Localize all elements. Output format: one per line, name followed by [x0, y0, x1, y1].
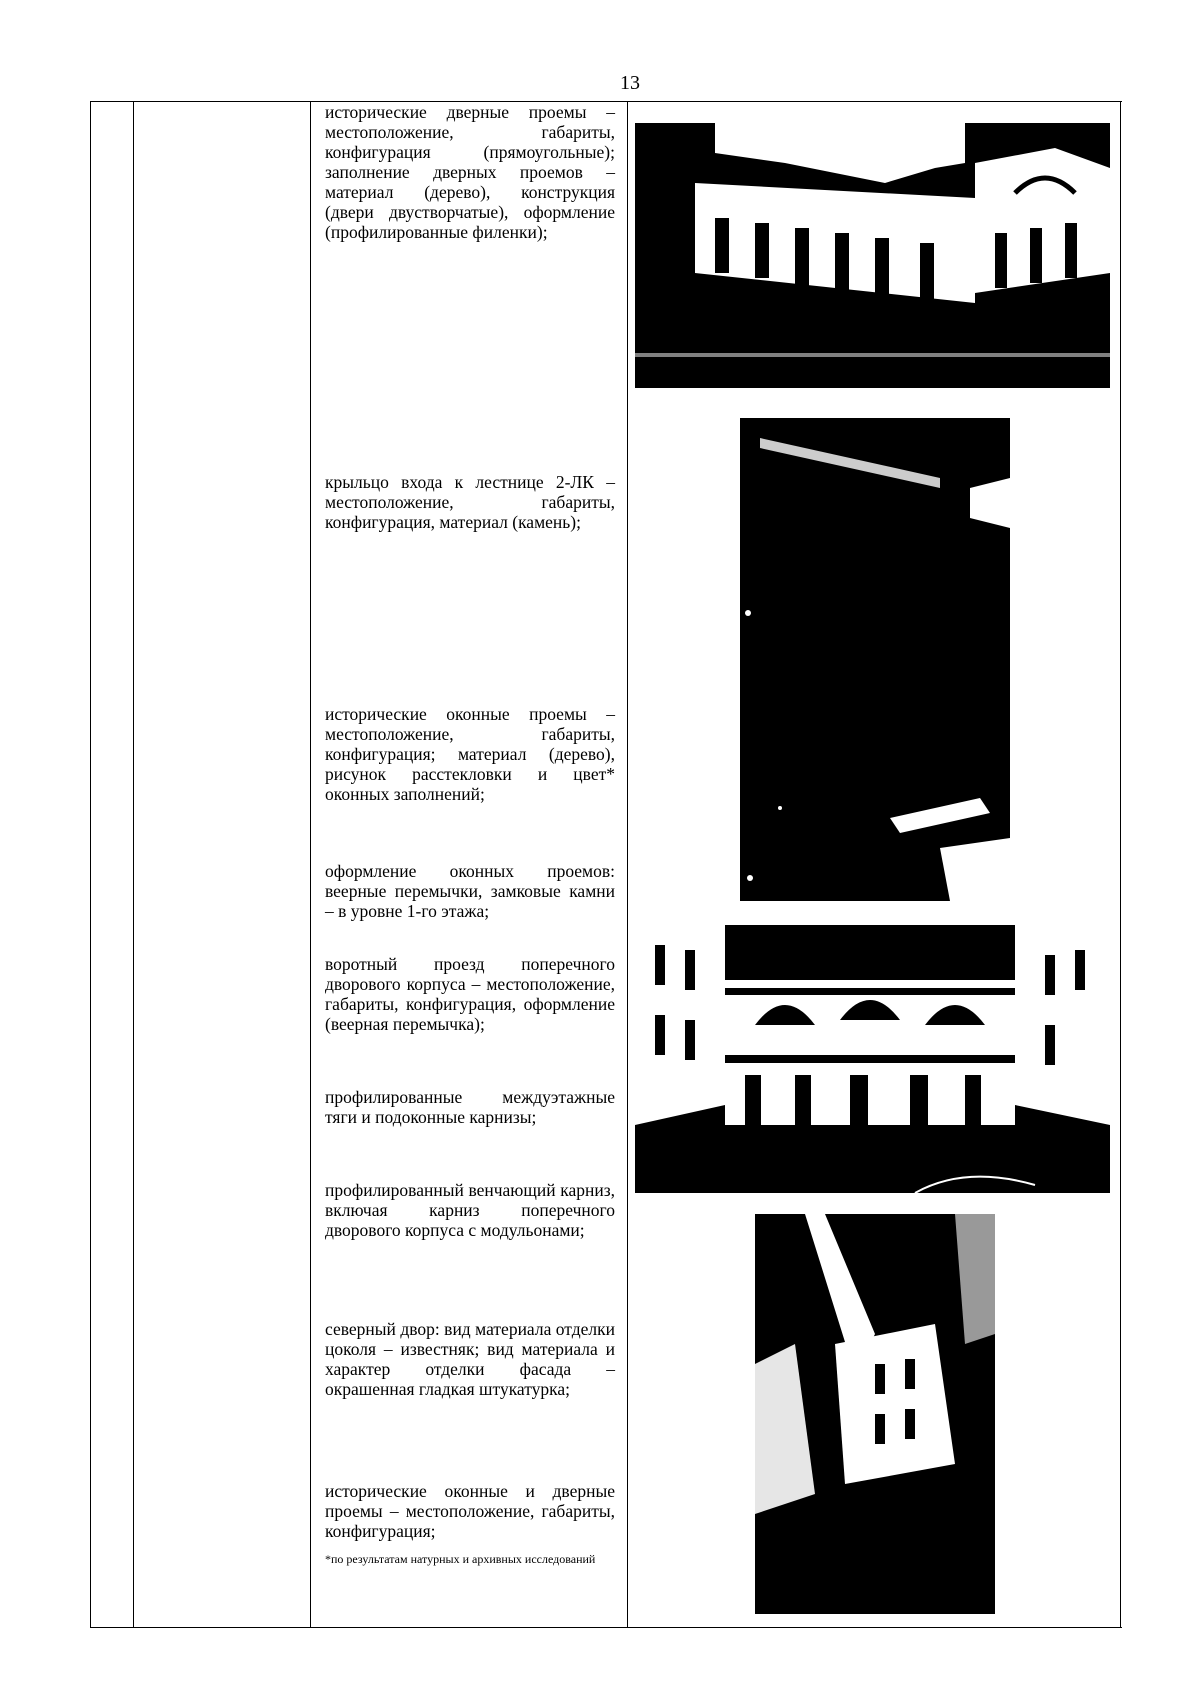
paragraph-door-openings: исторические дверные проемы – местоположение, габариты, конфигурация (прямоугольные); заполнение дверных проемов – материал (дерево), конструкция (двери двустворчатые), оформление (профилированные филенки); [325, 102, 615, 242]
description-column [325, 101, 615, 1628]
paragraph-interfloor-cornices: профилированные междуэтажные тяги и подоконные карнизы; [325, 1087, 615, 1127]
column-border-5 [1120, 101, 1121, 1628]
column-border-3 [310, 101, 311, 1628]
footnote: *по результатам натурных и архивных исследований [325, 1552, 596, 1566]
document-table [90, 101, 1122, 1628]
north-yard-photo [755, 1214, 995, 1614]
paragraph-window-decoration: оформление оконных проемов: веерные перемычки, замковые камни – в уровне 1-го этажа; [325, 861, 615, 921]
column-border-1 [90, 101, 91, 1628]
paragraph-window-openings: исторические оконные проемы – местоположение, габариты, конфигурация; материал (дерево), рисунок расстекловки и цвет* оконных заполнений; [325, 704, 615, 804]
courtyard-doors-photo [635, 123, 1110, 388]
courtyard-arches-photo [635, 925, 1110, 1193]
column-border-4 [627, 101, 628, 1628]
page-number: 13 [620, 72, 640, 94]
paragraph-porch: крыльцо входа к лестнице 2-ЛК – местоположение, габариты, конфигурация, материал (камень); [325, 472, 615, 532]
paragraph-north-yard: северный двор: вид материала отделки цоколя – известняк; вид материала и характер отделки фасада – окрашенная гладкая штукатурка; [325, 1319, 615, 1399]
paragraph-gate-passage: воротный проезд поперечного дворового корпуса – местоположение, габариты, конфигурация, оформление (веерная перемычка); [325, 954, 615, 1034]
paragraph-crowning-cornice: профилированный венчающий карниз, включая карниз поперечного дворового корпуса с модульонами; [325, 1180, 615, 1240]
paragraph-window-door-openings: исторические оконные и дверные проемы – местоположение, габариты, конфигурация; [325, 1481, 615, 1541]
column-border-2 [133, 101, 134, 1628]
porch-photo [740, 418, 1010, 901]
